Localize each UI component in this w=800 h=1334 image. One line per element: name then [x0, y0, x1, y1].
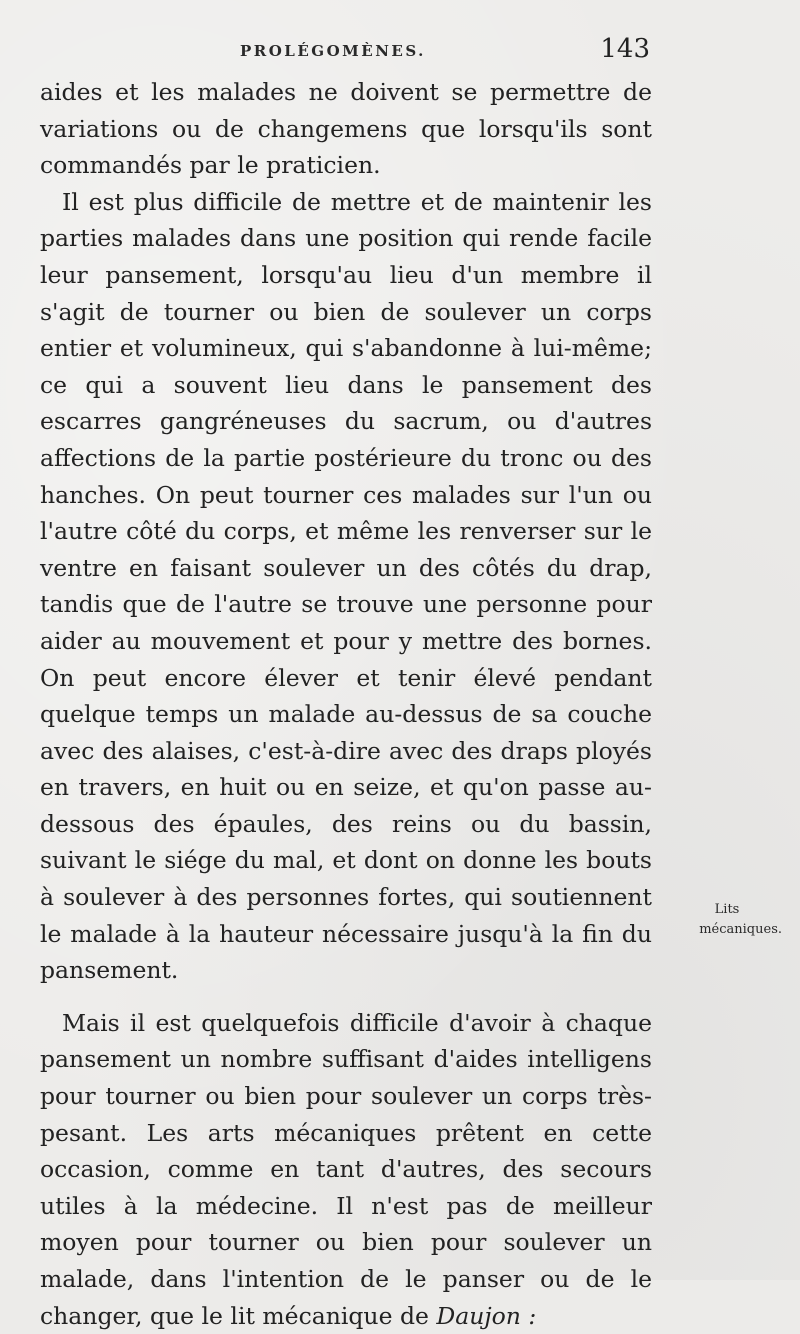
page-header: [40, 36, 650, 76]
page-number: 143: [600, 34, 650, 64]
running-head: PROLÉGOMÈNES.: [240, 42, 426, 60]
paragraph-mechanical-beds: [40, 1005, 652, 1334]
paragraph-continued: aides et les malades ne doivent se permettre de variations ou de changemens que lorsqu'ils sont commandés par le praticien.: [40, 78, 652, 180]
italic-name-daujon: Daujon :: [436, 1301, 537, 1330]
marginal-note-line-2: mécaniques.: [699, 922, 782, 937]
body-text: [40, 74, 652, 1334]
paragraph-mechanical-beds-text: Mais il est quelquefois difficile d'avoir à chaque pansement un nombre suffisant d'aides intelligens pour tourner ou bien pour soulever un corps très-pesant. Les arts mécaniques prêtent en cette occasion, comme en tant d'autres, des secours utiles à la médecine. Il n'est pas de meilleur moyen pour tourner ou bien pour soulever un malade, dans l'intention de le panser ou de le changer, que le lit mécanique de: [40, 1008, 652, 1330]
paragraph-positioning: Il est plus difficile de mettre et de maintenir les parties malades dans une position qui rende facile leur pansement, lorsqu'au lieu d'un membre il s'agit de tourner ou bien de soulever un corps entier et volumineux, qui s'abandonne à lui-même; ce qui a souvent lieu dans le pansement des escarres gangréneuses du sacrum, ou d'autres affections de la partie postérieure du tronc ou des hanches. On peut tourner ces malades sur l'un ou l'autre côté du corps, et même les renverser sur le ventre en faisant soulever un des côtés du drap, tandis que de l'autre se trouve une personne pour aider au mouvement et pour y mettre des bornes. On peut encore élever et tenir élevé pendant quelque temps un malade au-dessus de sa couche avec des alaises, c'est-à-dire avec des draps ployés en travers, en huit ou en seize, et qu'on passe au-dessous des épaules, des reins ou du bassin, suivant le siége du mal, et dont on donne les bouts à soulever à des personnes fortes, qui soutiennent le malade à la hauteur nécessaire jusqu'à la fin du pansement.: [40, 187, 652, 985]
marginal-note: [672, 900, 782, 940]
marginal-note-line-1: Lits: [714, 902, 740, 917]
